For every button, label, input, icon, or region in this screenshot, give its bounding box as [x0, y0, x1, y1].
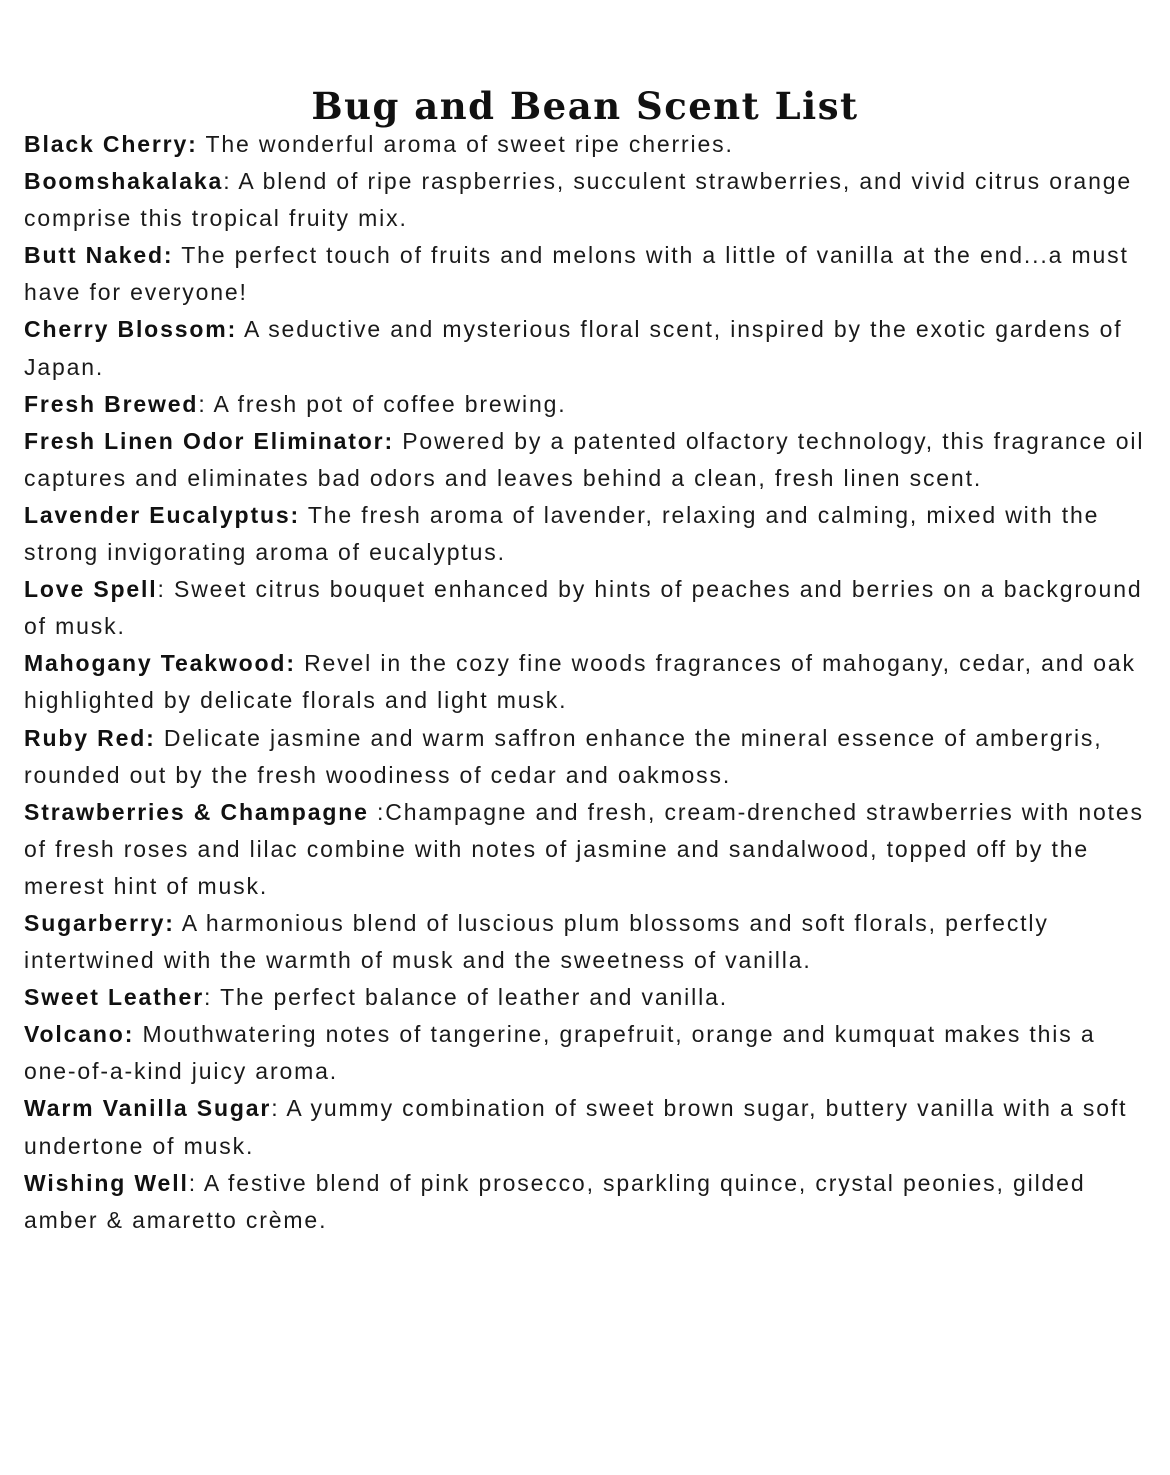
scent-entry [24, 163, 1154, 237]
scent-name: Black Cherry: [24, 131, 198, 157]
page-title: Bug and Bean Scent List [311, 84, 859, 128]
scent-description: : A blend of ripe raspberries, succulent strawberries, and vivid citrus orange comprise this tropical fruity mix. [24, 168, 1132, 232]
scent-name: Sugarberry: [24, 909, 175, 936]
scent-entry [24, 720, 1154, 794]
scent-name: Mahogany Teakwood: [24, 650, 296, 677]
scent-name: Fresh Brewed [24, 390, 199, 417]
scent-description: : A fresh pot of coffee brewing. [198, 390, 567, 417]
scent-entry [24, 905, 1154, 979]
scent-entry [24, 386, 1154, 423]
scent-description: :Champagne and fresh, cream-drenched strawberries with notes of fresh roses and lilac combine with notes of jasmine and sandalwood, topped off by the merest hint of musk. [24, 798, 1144, 899]
scent-description: The fresh aroma of lavender, relaxing and calming, mixed with the strong invigorating aroma of eucalyptus. [24, 501, 1100, 566]
scent-name: Lavender Eucalyptus: [24, 501, 301, 528]
scent-description: Mouthwatering notes of tangerine, grapefruit, orange and kumquat makes this a one-of-a-kind juicy aroma. [24, 1021, 1096, 1085]
scent-name: Butt Naked: [24, 242, 174, 269]
scent-name: Love Spell [24, 576, 158, 603]
scent-name: Warm Vanilla Sugar [24, 1095, 272, 1122]
scent-name: Wishing Well [24, 1169, 189, 1196]
scent-entry [24, 237, 1154, 311]
scent-list [24, 126, 1154, 1239]
scent-description: A harmonious blend of luscious plum blossoms and soft florals, perfectly intertwined with the warmth of musk and the sweetness of vanilla. [24, 909, 1049, 974]
scent-description: A seductive and mysterious floral scent, inspired by the exotic gardens of Japan. [24, 316, 1123, 380]
scent-entry [24, 571, 1154, 645]
scent-entry [24, 423, 1154, 497]
scent-entry [24, 1016, 1154, 1090]
scent-description: Powered by a patented olfactory technology, this fragrance oil captures and eliminates bad odors and leaves behind a clean, fresh linen scent. [24, 427, 1145, 491]
scent-description: The perfect touch of fruits and melons with a little of vanilla at the end...a must have for everyone! [24, 242, 1129, 306]
scent-name: Ruby Red: [24, 724, 156, 751]
scent-name: Volcano: [24, 1021, 135, 1048]
scent-entry [24, 497, 1154, 571]
scent-description: Delicate jasmine and warm saffron enhance the mineral essence of ambergris, rounded out by the fresh woodiness of cedar and oakmoss. [24, 724, 1103, 788]
scent-name: Fresh Linen Odor Eliminator: [24, 427, 394, 454]
scent-description: Revel in the cozy fine woods fragrances of mahogany, cedar, and oak highlighted by delicate florals and light musk. [24, 650, 1136, 714]
scent-name: Sweet Leather [24, 984, 204, 1011]
scent-description: : The perfect balance of leather and vanilla. [204, 984, 728, 1011]
scent-entry [24, 979, 1154, 1016]
scent-name: Boomshakalaka [24, 168, 224, 195]
scent-entry [24, 1165, 1154, 1239]
scent-name: Strawberries & Champagne [24, 798, 369, 825]
scent-description: The wonderful aroma of sweet ripe cherries. [197, 131, 734, 157]
scent-description: : A festive blend of pink prosecco, sparkling quince, crystal peonies, gilded amber & amaretto crème. [24, 1169, 1086, 1233]
scent-entry [24, 645, 1154, 719]
scent-entry [24, 126, 1154, 163]
scent-name: Cherry Blossom: [24, 316, 238, 343]
scent-description: : A yummy combination of sweet brown sugar, buttery vanilla with a soft undertone of musk. [24, 1095, 1128, 1159]
scent-entry [24, 794, 1154, 905]
scent-description: : Sweet citrus bouquet enhanced by hints of peaches and berries on a background of musk. [24, 576, 1143, 640]
scent-entry [24, 1090, 1154, 1164]
scent-entry [24, 311, 1154, 385]
